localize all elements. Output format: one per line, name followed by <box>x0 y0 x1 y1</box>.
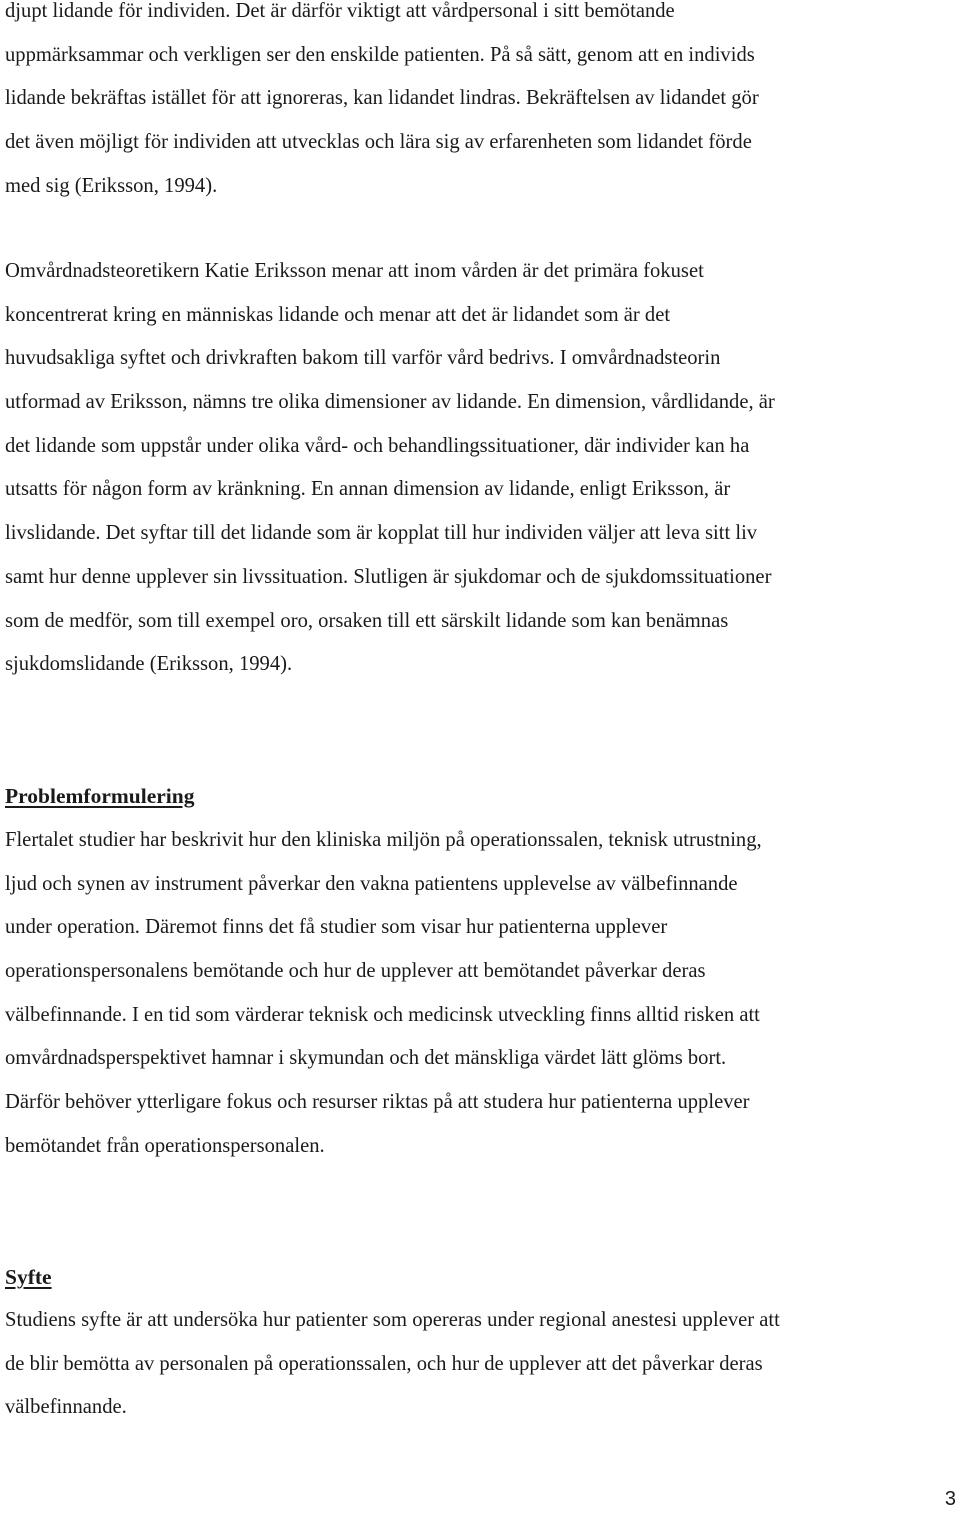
paragraph-syfte <box>5 1299 957 1430</box>
text-line: Omvårdnadsteoretikern Katie Eriksson menar att inom vården är det primära fokuset <box>5 260 704 282</box>
text-line: välbefinnande. <box>5 1396 127 1419</box>
text-line: djupt lidande för individen. Det är därför viktigt att vårdpersonal i sitt bemötande <box>5 0 675 22</box>
text-line: uppmärksammar och verkligen ser den enskilde patienten. På så sätt, genom att en individs <box>5 43 755 66</box>
text-line: operationspersonalens bemötande och hur de upplever att bemötandet påverkar deras <box>5 960 706 983</box>
text-line: utformad av Eriksson, nämns tre olika dimensioner av lidande. En dimension, vårdlidande, är <box>5 391 775 414</box>
text-line: huvudsakliga syftet och drivkraften bakom till varför vård bedrivs. I omvårdnadsteorin <box>5 347 721 370</box>
text-line: Flertalet studier har beskrivit hur den kliniska miljön på operationssalen, teknisk utrustning, <box>5 829 762 851</box>
text-line: bemötandet från operationspersonalen. <box>5 1134 325 1157</box>
text-line: under operation. Däremot finns det få studier som visar hur patienterna upplever <box>5 916 668 939</box>
text-line: Studiens syfte är att undersöka hur patienter som opereras under regional anestesi upplever att <box>5 1309 780 1331</box>
page-number: 3 <box>944 1488 956 1510</box>
text-line: de blir bemötta av personalen på operationssalen, och hur de upplever att det påverkar deras <box>5 1352 763 1375</box>
text-line: det lidande som uppstår under olika vård- och behandlingssituationer, där individer kan ha <box>5 434 750 457</box>
section-heading-syfte: Syfte <box>5 1265 52 1289</box>
text-line: Därför behöver ytterligare fokus och resurser riktas på att studera hur patienterna upplever <box>5 1091 750 1114</box>
paragraph-problemformulering <box>5 819 957 1169</box>
text-line: koncentrerat kring en människas lidande och menar att det är lidandet som är det <box>5 303 671 326</box>
section-heading-problemformulering: Problemformulering <box>5 784 195 808</box>
text-line: sjukdomslidande (Eriksson, 1994). <box>5 653 293 676</box>
paragraph-eriksson-theory <box>5 250 957 687</box>
text-line: lidande bekräftas istället för att ignoreras, kan lidandet lindras. Bekräftelsen av lidandet gör <box>5 87 759 110</box>
paragraph-suffering-confirmation <box>5 0 957 208</box>
text-line: som de medför, som till exempel oro, orsaken till ett särskilt lidande som kan benämnas <box>5 609 729 632</box>
text-line: samt hur denne upplever sin livssituation. Slutligen är sjukdomar och de sjukdomssituationer <box>5 565 772 588</box>
text-line: det även möjligt för individen att utvecklas och lära sig av erfarenheten som lidandet förde <box>5 131 752 154</box>
text-line: välbefinnande. I en tid som värderar teknisk och medicinsk utveckling finns alltid risken att <box>5 1003 760 1026</box>
text-line: med sig (Eriksson, 1994). <box>5 174 218 197</box>
text-line: livslidande. Det syftar till det lidande som är kopplat till hur individen väljer att leva sitt liv <box>5 522 758 545</box>
text-line: omvårdnadsperspektivet hamnar i skymundan och det mänskliga värdet lätt glöms bort. <box>5 1047 727 1070</box>
text-line: ljud och synen av instrument påverkar den vakna patientens upplevelse av välbefinnande <box>5 872 738 895</box>
text-line: utsatts för någon form av kränkning. En annan dimension av lidande, enligt Eriksson, är <box>5 478 731 501</box>
